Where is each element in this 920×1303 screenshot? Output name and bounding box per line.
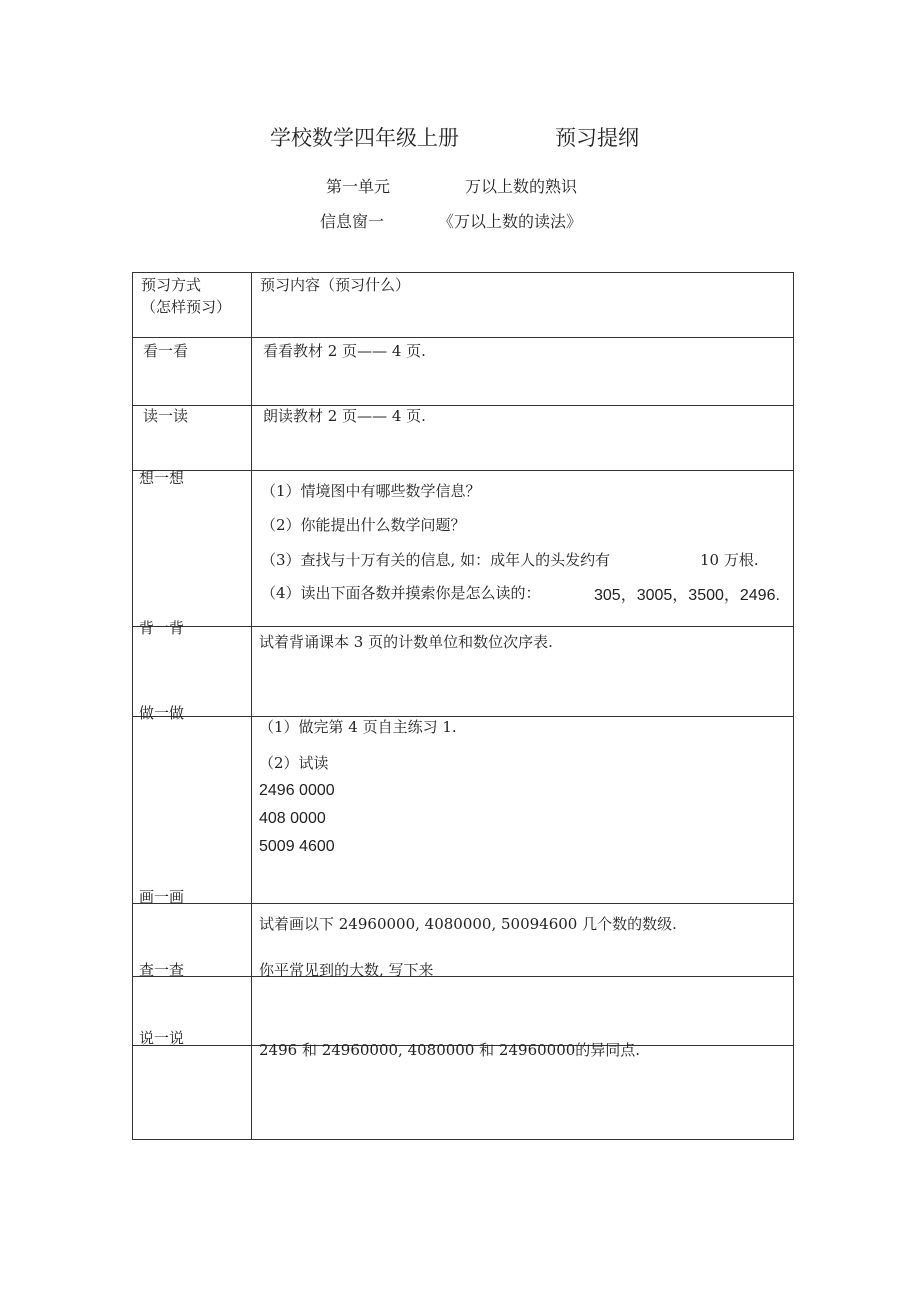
content-say: 2496 和 24960000, 4080000 和 24960000的异同点. (259, 1041, 641, 1059)
do-item-2: （2）试读 (259, 754, 329, 772)
window-label: 信息窗一 (320, 212, 385, 231)
method-recite: 背一背 (139, 619, 185, 637)
think-item-3: （3）查找与十万有关的信息, 如：成年人的头发约有 (261, 551, 611, 569)
content-recite: 试着背诵课本 3 页的计数单位和数位次序表. (259, 633, 553, 651)
content-look: 看看教材 2 页—— 4 页. (263, 342, 426, 360)
think-item-1: （1）情境图中有哪些数学信息？ (261, 482, 481, 500)
content-draw: 试着画以下 24960000, 4080000, 50094600 几个数的数级. (259, 915, 677, 933)
unit-label: 第一单元 (326, 177, 391, 196)
method-say: 说一说 (139, 1029, 185, 1047)
head-content: 预习内容（预习什么） (260, 276, 411, 294)
method-look: 看一看 (143, 342, 189, 360)
unit-name: 万以上数的熟识 (465, 177, 578, 196)
head-method-line2: （怎样预习） (141, 298, 232, 316)
think-item-2: （2）你能提出什么数学问题？ (261, 516, 466, 534)
think-item-3-tail: 10 万根. (700, 551, 759, 569)
window-name: 《万以上数的读法》 (438, 212, 583, 231)
content-read: 朗读教材 2 页—— 4 页. (263, 407, 426, 425)
doc-title-suffix: 预习提纲 (555, 126, 639, 150)
method-do: 做一做 (139, 704, 185, 722)
content-check: 你平常见到的大数, 写下来 (259, 961, 434, 979)
doc-title: 学校数学四年级上册 (270, 126, 459, 150)
head-method-line1: 预习方式 (141, 276, 202, 294)
do-number-1: 2496 0000 (259, 782, 335, 799)
method-check: 查一查 (139, 961, 185, 979)
do-number-3: 5009 4600 (259, 838, 335, 855)
method-think: 想一想 (139, 469, 185, 487)
think-item-4-numbers: 305，3005，3500，2496. (594, 587, 780, 604)
method-read: 读一读 (143, 407, 189, 425)
think-item-4: （4）读出下面各数并摸索你是怎么读的： (261, 584, 541, 602)
do-number-2: 408 0000 (259, 810, 326, 827)
method-draw: 画一画 (139, 888, 185, 906)
do-item-1: （1）做完第 4 页自主练习 1. (259, 718, 457, 736)
